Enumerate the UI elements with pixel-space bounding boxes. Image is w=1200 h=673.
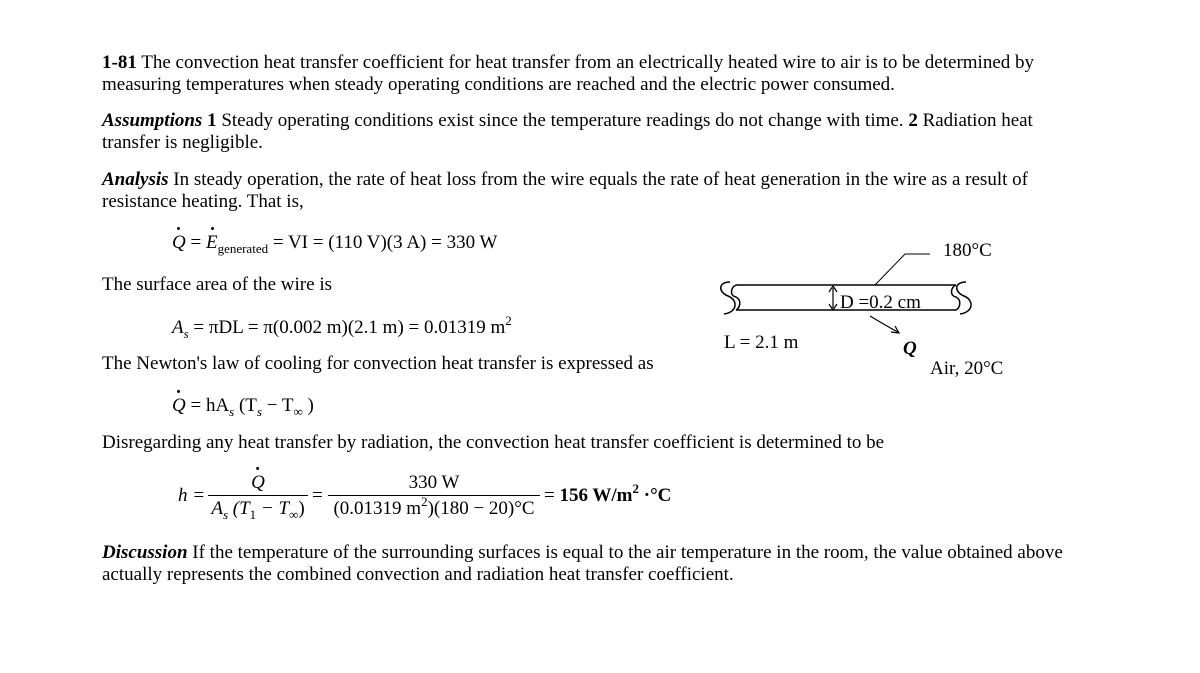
surface-area-text: The surface area of the wire is	[102, 274, 332, 295]
problem-number: 1-81	[102, 52, 137, 73]
assumption-text-2: Radiation heat transfer is negligible.	[102, 110, 1033, 153]
assumption-number-2: 2	[908, 110, 918, 131]
assumption-text-1: Steady operating conditions exist since the temperature readings do not change with time.	[221, 110, 904, 131]
assumption-number-1: 1	[207, 110, 217, 131]
fraction-1-numerator: · Q	[208, 472, 308, 494]
discussion-heading: Discussion	[102, 542, 188, 563]
fraction-1-denominator: $A_s$ $(T_1 - T_\infty)$	[211, 498, 305, 522]
heat-label: Q	[903, 338, 917, 359]
fraction-2-bar	[328, 495, 540, 496]
temperature-leader-line	[875, 254, 930, 285]
e-dot-symbol: · E	[206, 232, 218, 254]
analysis-text: In steady operation, the rate of heat loss from the wire equals the rate of heat generation in the wire as a result of resistance heating. That is,	[102, 169, 1028, 212]
problem-statement	[102, 52, 1062, 96]
disregard-text: Disregarding any heat transfer by radiation, the convection heat transfer coefficient is determined to be	[102, 432, 885, 453]
q-dot-symbol: · Q	[172, 232, 186, 254]
assumptions-paragraph	[102, 110, 1062, 154]
problem-text: The convection heat transfer coefficient for heat transfer from an electrically heated wire to air is to be determined by measuring temperatures when steady operating conditions are reached and the electric power consumed.	[102, 52, 1035, 95]
analysis-heading: Analysis	[102, 169, 169, 190]
equation-power-rest: = VI = (110 V)(3 A) = 330 W	[268, 232, 498, 253]
discussion-paragraph	[102, 542, 1092, 586]
equals-middle: =	[312, 485, 323, 506]
fraction-2-numerator: 330 W	[408, 472, 460, 493]
equation-newton: · $Q = hA_s$ ($T_s - T_\infty$ )	[172, 395, 314, 418]
wire-right-break	[952, 285, 960, 310]
h-equals: h =	[178, 485, 206, 506]
temperature-label: 180°C	[943, 240, 992, 261]
discussion-text: If the temperature of the surrounding surfaces is equal to the air temperature in the room, the value obtained above actually represents the combined convection and radiation heat transfer coefficient.	[102, 542, 1063, 585]
air-label: Air, 20°C	[930, 358, 1004, 379]
result-value: = 156 $W/m^2 \cdot^\circ C$	[544, 481, 672, 506]
assumptions-heading: Assumptions	[102, 110, 203, 131]
fraction-2-denominator: (0.01319 $m^2)(180 - 20)^\circ C$	[333, 494, 535, 519]
length-label: L = 2.1 m	[724, 332, 799, 353]
diameter-label: D =0.2 cm	[840, 292, 921, 313]
wire-figure	[700, 230, 1030, 390]
equation-power: · Q = · $E_{generated}$ = VI = (110 V)(3 A) = 330 W	[172, 232, 497, 255]
equation-area: $A_s = \pi DL = \pi(0.002$ m)(2.1 m) = 0.01319 $m^2$	[172, 313, 512, 341]
analysis-paragraph	[102, 169, 1062, 213]
fraction-1-bar	[208, 495, 308, 496]
newton-law-text: The Newton's law of cooling for convection heat transfer is expressed as	[102, 353, 654, 374]
heat-flow-arrow	[870, 316, 898, 332]
